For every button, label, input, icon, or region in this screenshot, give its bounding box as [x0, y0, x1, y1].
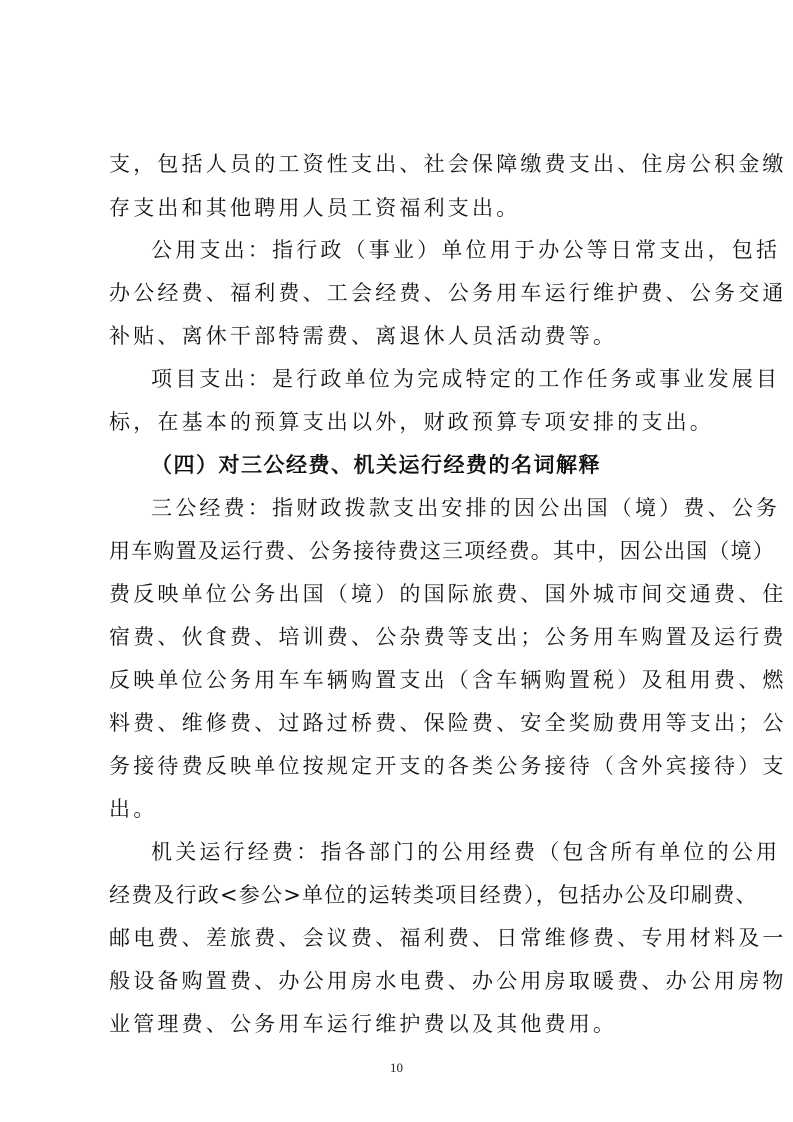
text-line: 办公经费、福利费、工会经费、公务用车运行维护费、公务交通 — [109, 281, 787, 305]
text-line: 公用支出：指行政（事业）单位用于办公等日常支出，包括 — [151, 238, 781, 262]
text-line: 经费及行政<参公>单位的运转类项目经费），包括办公及印刷费、 — [109, 883, 758, 907]
text-line: 宿费、伙食费、培训费、公杂费等支出；公务用车购置及运行费 — [109, 625, 787, 649]
text-line: 用车购置及运行费、公务接待费这三项经费。其中，因公出国（境） — [109, 539, 775, 563]
section-heading: （四）对三公经费、机关运行经费的名词解释 — [151, 452, 601, 477]
text-line: 机关运行经费：指各部门的公用经费（包含所有单位的公用 — [151, 840, 781, 864]
text-line: 出。 — [109, 797, 158, 821]
text-line: 三公经费：指财政拨款支出安排的因公出国（境）费、公务 — [151, 496, 781, 520]
text-line: 邮电费、差旅费、会议费、福利费、日常维修费、专用材料及一 — [109, 926, 787, 950]
text-line: 务接待费反映单位按规定开支的各类公务接待（含外宾接待）支 — [109, 754, 787, 778]
text-line: 标，在基本的预算支出以外，财政预算专项安排的支出。 — [109, 410, 714, 434]
text-line: 存支出和其他聘用人员工资福利支出。 — [109, 196, 521, 220]
text-line: 项目支出：是行政单位为完成特定的工作任务或事业发展目 — [151, 367, 781, 391]
text-line: 费反映单位公务出国（境）的国际旅费、国外城市间交通费、住 — [109, 582, 787, 606]
text-line: 般设备购置费、办公用房水电费、办公用房取暖费、办公用房物 — [109, 969, 787, 993]
text-line: 料费、维修费、过路过桥费、保险费、安全奖励费用等支出；公 — [109, 711, 787, 735]
text-line: 支，包括人员的工资性支出、社会保障缴费支出、住房公积金缴 — [109, 152, 787, 176]
text-line: 反映单位公务用车车辆购置支出（含车辆购置税）及租用费、燃 — [109, 668, 787, 692]
text-line: 业管理费、公务用车运行维护费以及其他费用。 — [109, 1012, 618, 1036]
text-line: 补贴、离休干部特需费、离退休人员活动费等。 — [109, 324, 618, 348]
page-number: 10 — [390, 1060, 403, 1075]
